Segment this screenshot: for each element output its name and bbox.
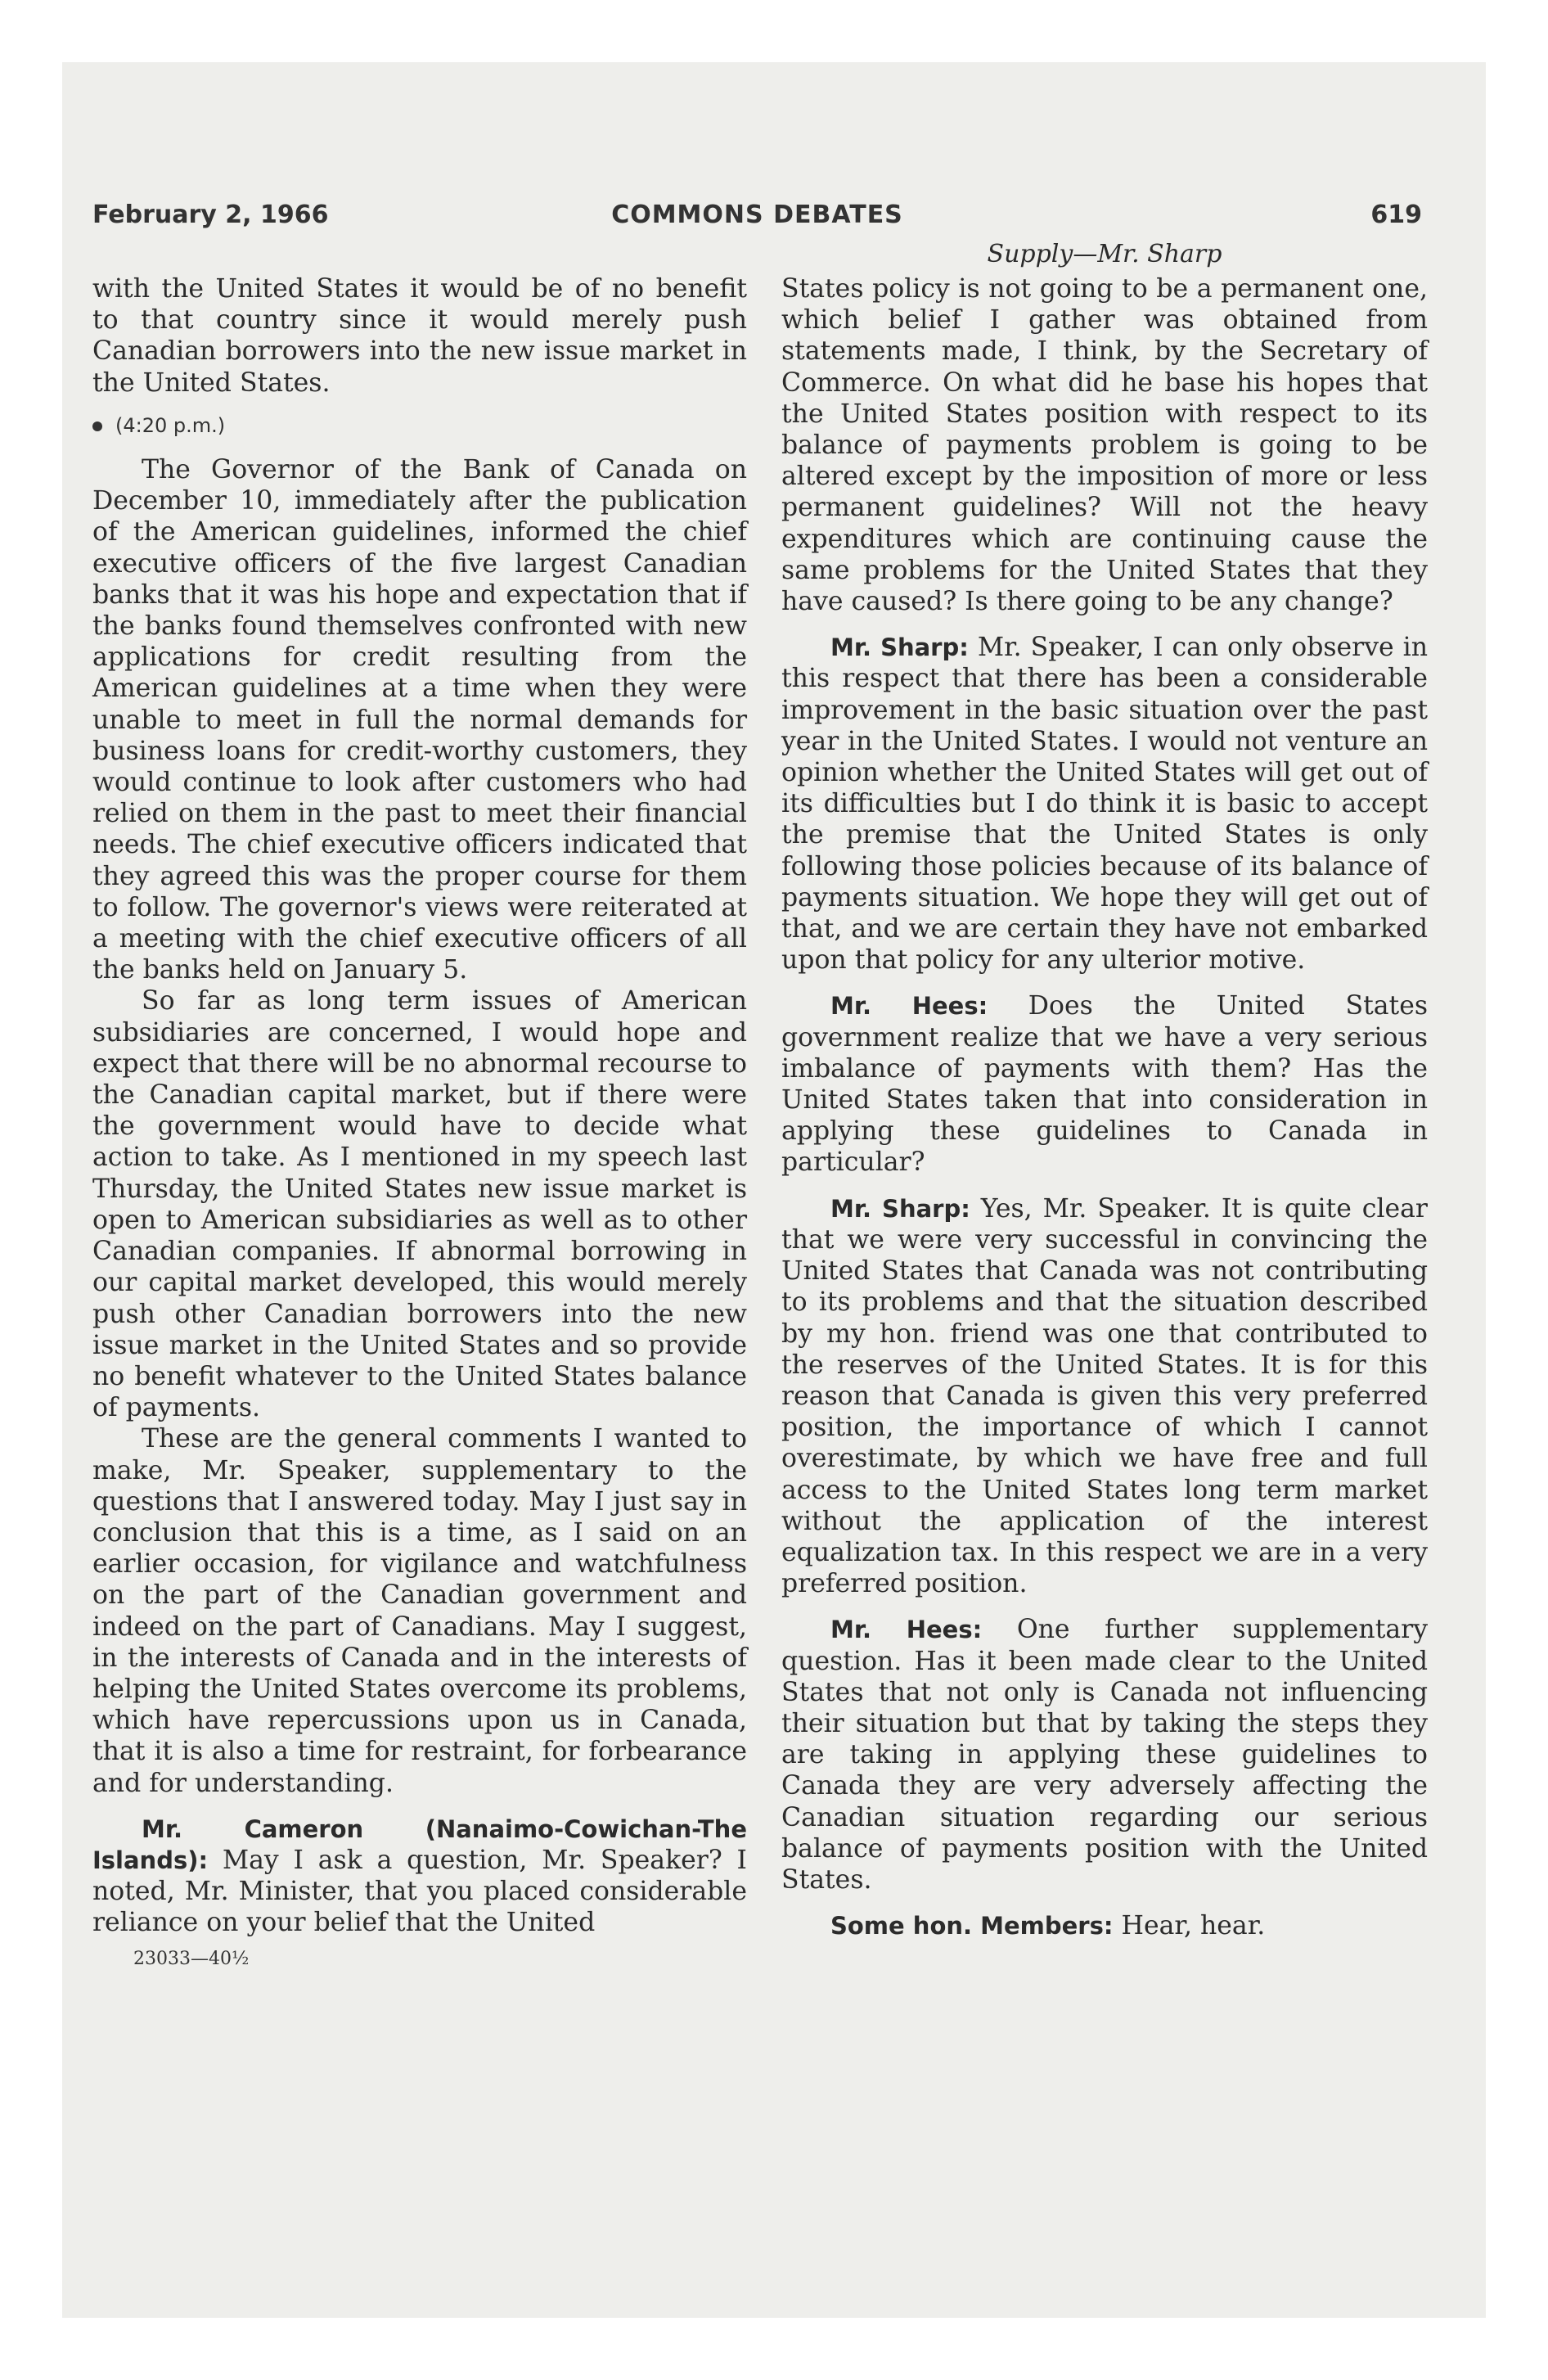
speech-text: Does the United States government realize that we have a very serious imbalance of payments with them? Has the United States taken that into consideration in applying these guidelines to Canada in particular?	[781, 991, 1429, 1178]
paragraph: These are the general comments I wanted to make, Mr. Speaker, supplementary to the questions that I answered today. May I just say in conclusion that this is a time, as I said on an earlier occasion, for vigilance and watchfulness on the part of the Canadian government and indeed on the part of Canadians. May I suggest, in the interests of Canada and in the interests of helping the United States overcome its problems, which have repercussions upon us in Canada, that it is also a time for restraint, for forbearance and for understanding.	[92, 1424, 747, 1798]
paragraph: So far as long term issues of American subsidiaries are concerned, I would hope and expect that there will be no abnormal recourse to the Canadian capital market, but if there were the government would have to decide what action to take. As I mentioned in my speech last Thursday, the United States new issue market is open to American subsidiaries as well as to other Canadian companies. If abnormal borrowing in our capital market developed, this would merely push other Canadian borrowers into the new issue market in the United States and so provide no benefit whatever to the United States balance of payments.	[92, 986, 747, 1423]
left-column	[92, 273, 747, 1975]
speech-paragraph	[781, 1910, 1428, 1941]
speaker-name: Some hon. Members:	[830, 1912, 1114, 1941]
page-header	[92, 201, 1422, 237]
header-date: February 2, 1966	[92, 201, 329, 229]
bullet-icon	[92, 421, 102, 431]
speaker-name: Mr. Sharp:	[830, 1194, 970, 1223]
paragraph: States policy is not going to be a permanent one, which belief I gather was obtained from statements made, I think, by the Secretary of Commerce. On what did he base his hopes that the United States position with respect to its balance of payments problem is going to be altered except by the imposition of more or less permanent guidelines? Will not the heavy expenditures which are continuing cause the same problems for the United States that they have caused? Is there going to be any change?	[781, 274, 1428, 617]
time-marker-text: (4:20 p.m.)	[115, 413, 226, 437]
speaker-name: Mr. Sharp:	[830, 633, 969, 662]
speech-text: Yes, Mr. Speaker. It is quite clear that we were very successful in convincing the United States that Canada was not contributing to its problems and that the situation described by my hon. friend was one that contributed to the reserves of the United States. It is for this reason that Canada is given this very preferred position, the importance of which I cannot overestimate, by which we have free and full access to the United States long term market without the application of the interest equalization tax. In this respect we are in a very preferred position.	[781, 1193, 1428, 1599]
speech-paragraph	[781, 1193, 1428, 1600]
footnote: 23033—40½	[133, 1948, 250, 1969]
speech-text: Hear, hear.	[1121, 1911, 1266, 1941]
header-title: COMMONS DEBATES	[611, 201, 903, 229]
speech-text: Mr. Speaker, I can only observe in this respect that there has been a considerable improvement in the basic situation over the past year in the United States. I would not venture an opinion whether the United States will get out of its difficulties but I do think it is basic to accept the premise that the United States is only following those policies because of its balance of payments situation. We hope they will get out of that, and we are certain they have not embarked upon that policy for any ulterior motive.	[781, 633, 1428, 976]
paragraph: with the United States it would be of no benefit to that country since it would merely push Canadian borrowers into the new issue market in the United States.	[92, 274, 747, 398]
time-marker	[92, 410, 747, 441]
running-head: Supply—Mr. Sharp	[987, 240, 1222, 268]
speech-text: May I ask a question, Mr. Speaker? I noted, Mr. Minister, that you placed considerable reliance on your belief that the United	[92, 1845, 747, 1938]
speech-text: One further supplementary question. Has it been made clear to the United States that not only is Canada not influencing their situation but that by taking the steps they are taking in applying these guidelines to Canada they are very adversely affecting the Canadian situation regarding our serious balance of payments position with the United States.	[781, 1615, 1429, 1895]
paragraph: The Governor of the Bank of Canada on December 10, immediately after the publication of the American guidelines, informed the chief executive officers of the five largest Canadian banks that it was his hope and expectation that if the banks found themselves confronted with new applications for credit resulting from the American guidelines at a time when they were unable to meet in full the normal demands for business loans for credit-worthy customers, they would continue to look after customers who had relied on them in the past to meet their financial needs. The chief executive officers indicated that they agreed this was the proper course for them to follow. The governor's views were reiterated at a meeting with the chief executive officers of all the banks held on January 5.	[92, 455, 747, 985]
speaker-name: Mr. Hees:	[830, 992, 988, 1021]
speech-paragraph	[781, 1614, 1428, 1895]
right-column	[781, 240, 1429, 1941]
speaker-name: Mr. Hees:	[830, 1616, 983, 1644]
speaker-name: Mr. Cameron (Nanaimo-Cowichan-The Islands):	[92, 1814, 747, 1874]
header-page-number: 619	[1370, 201, 1422, 229]
speech-paragraph	[92, 1814, 747, 1939]
speech-paragraph	[781, 990, 1428, 1178]
speech-paragraph	[781, 632, 1428, 976]
